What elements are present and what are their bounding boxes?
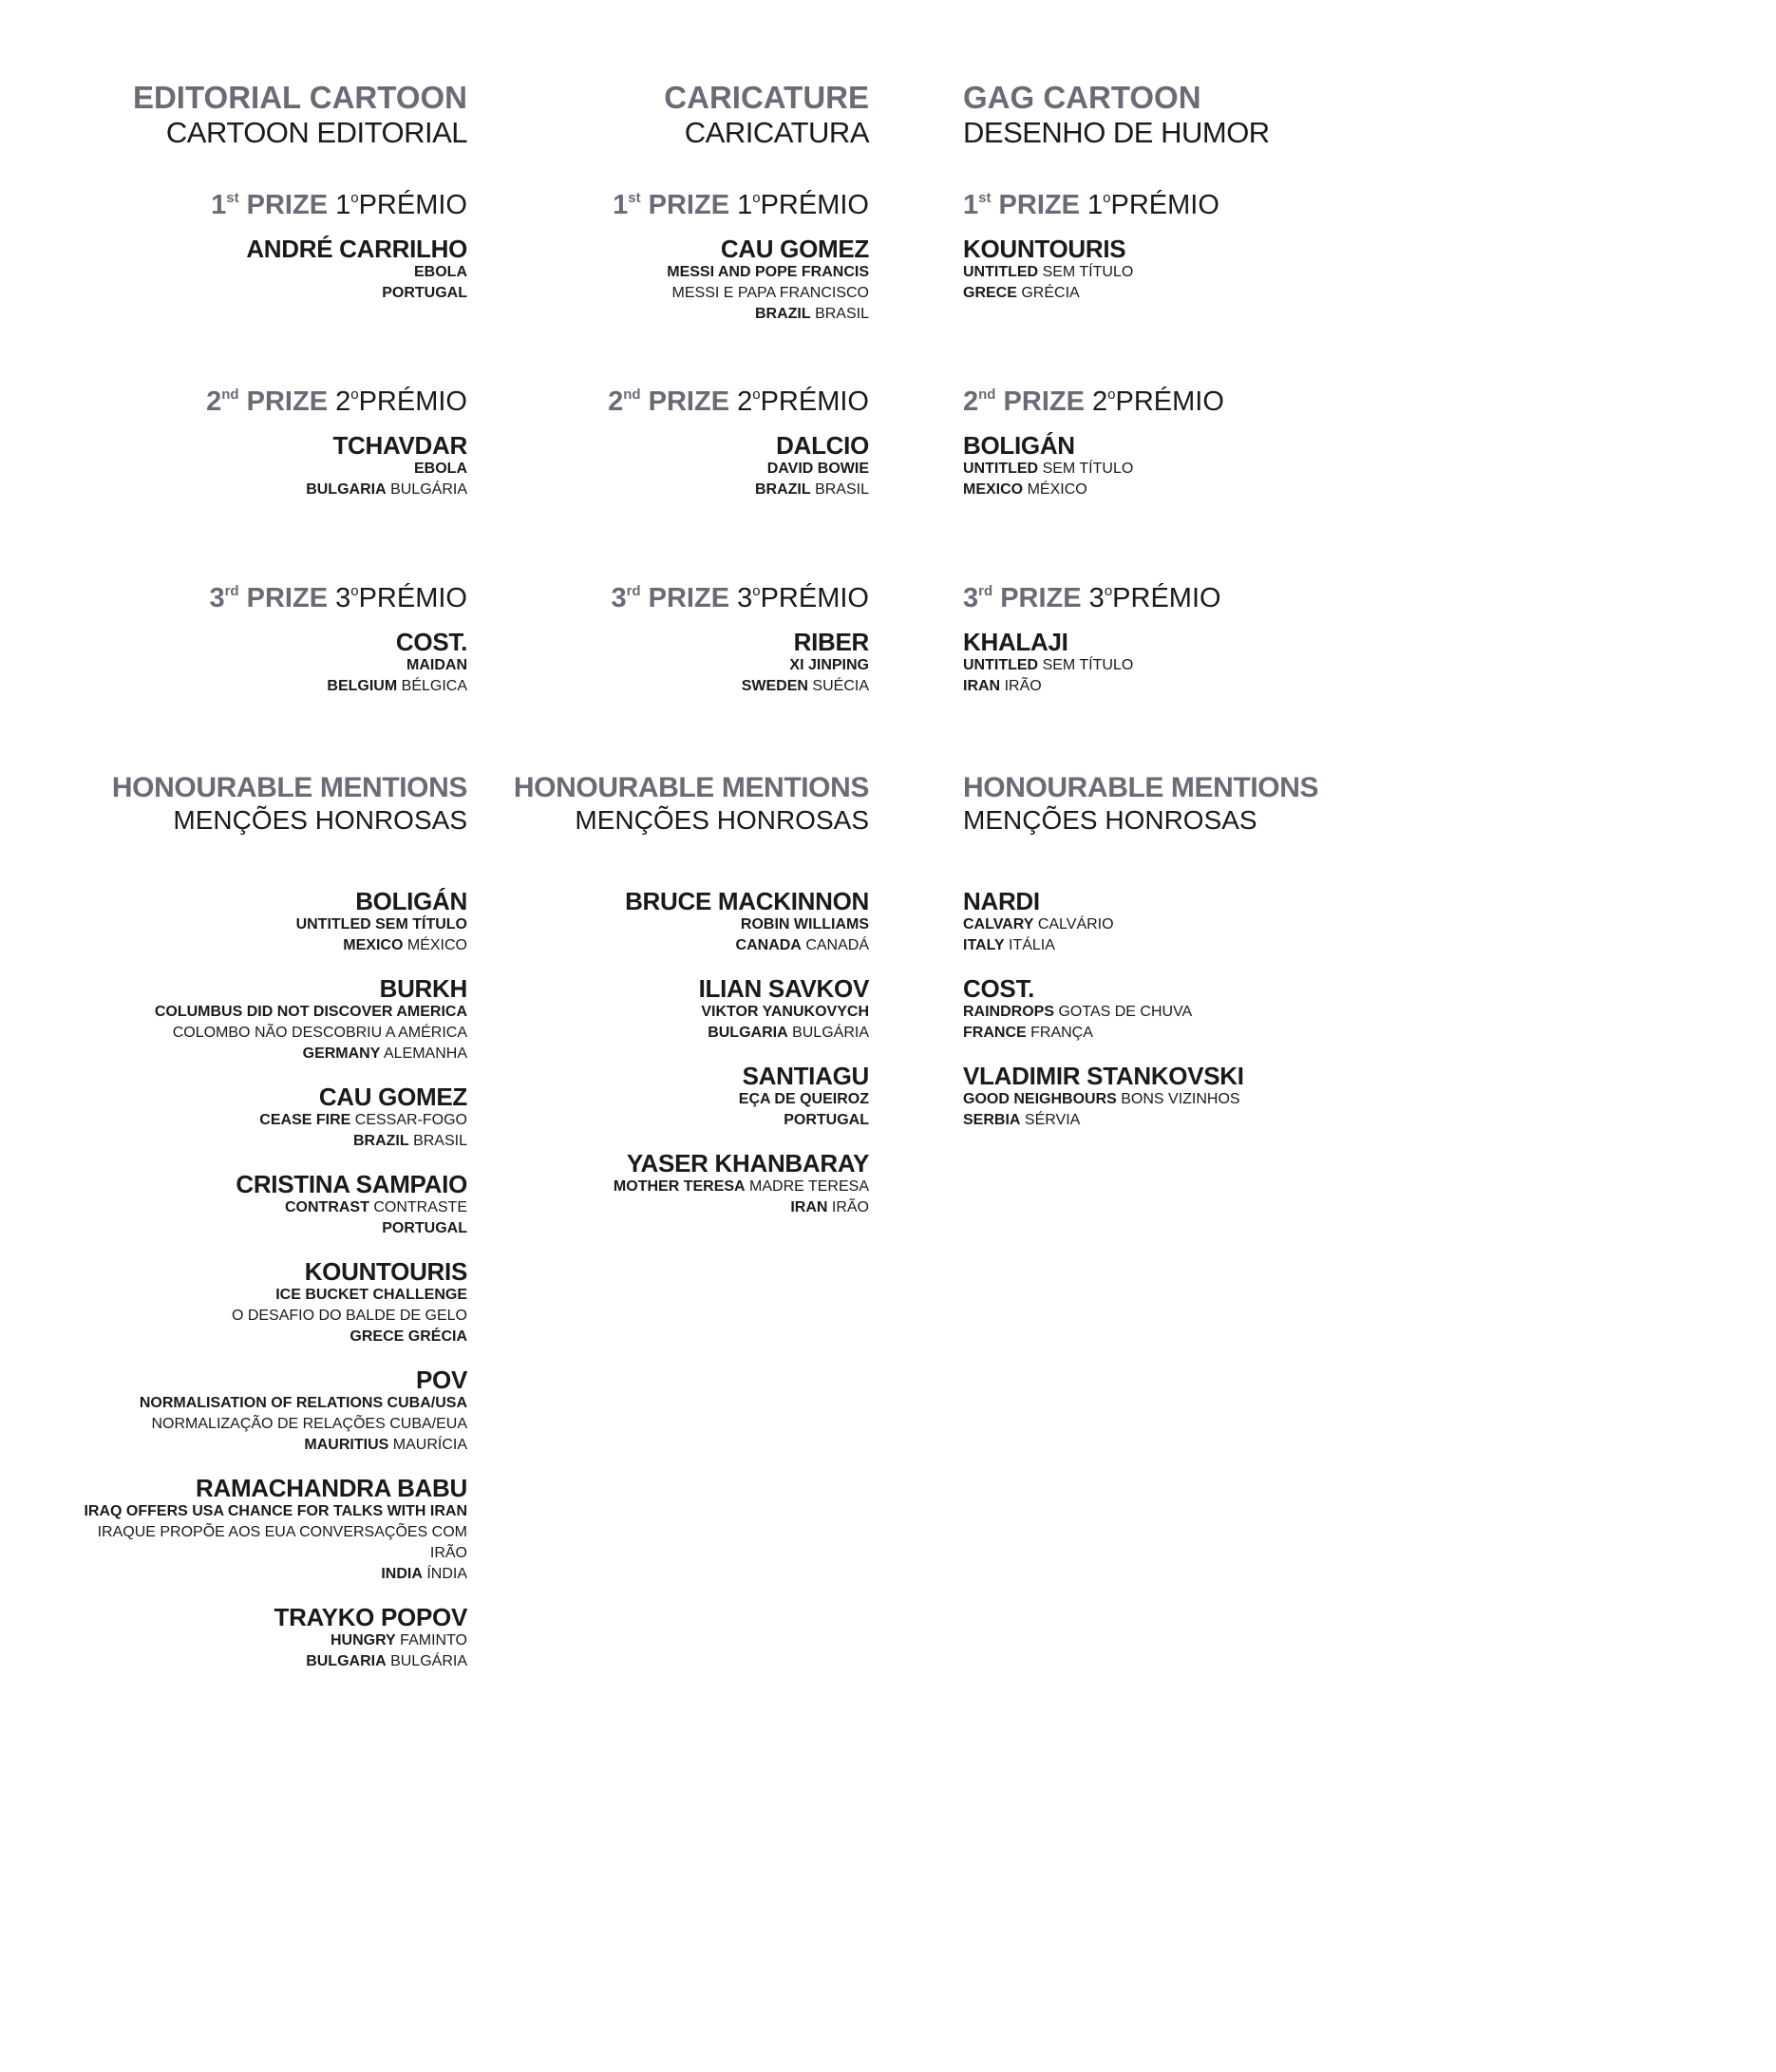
work-title xyxy=(963,914,1343,935)
country xyxy=(513,1197,869,1218)
country-pt: BULGÁRIA xyxy=(390,1653,467,1669)
country-pt: IRÃO xyxy=(831,1199,869,1215)
prize-block-2 xyxy=(57,379,467,575)
work-title-pt: BONS VIZINHOS xyxy=(1121,1091,1240,1107)
work-title-en: GOOD NEIGHBOURS xyxy=(963,1091,1117,1107)
prize-label-en: PRIZE xyxy=(246,386,329,417)
prize-label-en: PRIZE xyxy=(246,583,329,613)
country xyxy=(57,676,467,697)
prize-block-1 xyxy=(513,182,869,379)
country xyxy=(963,1023,1343,1044)
work-title-en: NORMALISATION OF RELATIONS CUBA/USA xyxy=(139,1395,467,1411)
prize-label-en: PRIZE xyxy=(246,190,329,220)
prize-block-1 xyxy=(963,182,1343,379)
country-en: MAURITIUS xyxy=(304,1437,389,1453)
mention-entry xyxy=(57,1083,467,1152)
mention-entry xyxy=(963,888,1343,956)
artist-name: KHALAJI xyxy=(963,628,1068,656)
prize-label-pt: PRÉMIO xyxy=(358,583,467,613)
prize-label-en: PRIZE xyxy=(648,386,730,417)
country-en: BRAZIL xyxy=(754,481,811,498)
artist-name: BURKH xyxy=(379,974,467,1003)
prize-number-pt: 2 xyxy=(1092,386,1108,417)
country-en: PORTUGAL xyxy=(382,285,467,301)
country-pt: ALEMANHA xyxy=(383,1045,467,1062)
artist-name: CAU GOMEZ xyxy=(720,235,869,263)
honourable-mentions-pt: MENÇÕES HONROSAS xyxy=(963,805,1257,835)
country-en: PORTUGAL xyxy=(382,1220,467,1236)
work-title-en: EÇA DE QUEIROZ xyxy=(738,1091,869,1107)
mention-entry xyxy=(513,1150,869,1218)
artist-name: TRAYKO POPOV xyxy=(274,1603,467,1631)
country-en: BRAZIL xyxy=(754,306,811,322)
country xyxy=(57,283,467,304)
prize-number-pt: 2 xyxy=(335,386,351,417)
prize-ordinal: st xyxy=(628,190,641,206)
prize-ordinal: nd xyxy=(221,386,239,403)
work-title xyxy=(57,1197,467,1218)
prize-number: 2 xyxy=(608,386,624,417)
winner-entry xyxy=(57,235,467,304)
prize-ordinal: nd xyxy=(978,386,996,403)
work-title-en: RAINDROPS xyxy=(963,1004,1055,1020)
mention-entry xyxy=(57,1258,467,1347)
country-en: MEXICO xyxy=(343,937,404,953)
mention-entry xyxy=(963,975,1343,1044)
prize-number: 3 xyxy=(209,583,225,613)
prize-number-pt: 3 xyxy=(335,583,351,613)
artist-name: TCHAVDAR xyxy=(332,431,467,460)
category-heading xyxy=(513,80,869,182)
work-title-en: HUNGRY xyxy=(330,1632,396,1648)
work-title xyxy=(57,655,467,676)
artist-name: POV xyxy=(415,1366,467,1394)
work-title xyxy=(57,914,467,935)
work-title-pt: CESSAR-FOGO xyxy=(354,1112,467,1128)
work-title-pt: COLOMBO NÃO DESCOBRIU A AMÉRICA xyxy=(172,1025,467,1041)
mention-entry xyxy=(57,1171,467,1239)
work-title xyxy=(963,262,1343,283)
winner-entry xyxy=(963,629,1343,697)
prize-label-pt: PRÉMIO xyxy=(760,386,869,417)
category-title-pt: CARICATURA xyxy=(684,116,869,149)
country-pt: MÉXICO xyxy=(406,937,467,953)
work-title-en: ICE BUCKET CHALLENGE xyxy=(275,1287,467,1303)
prize-ordinal-pt: o xyxy=(752,583,761,599)
prize-label-en: PRIZE xyxy=(1003,386,1085,417)
country-pt: IRÃO xyxy=(1004,678,1042,694)
work-title-pt: O DESAFIO DO BALDE DE GELO xyxy=(231,1308,467,1324)
work-title-en: EBOLA xyxy=(414,264,467,280)
prize-ordinal-pt: o xyxy=(1107,386,1116,403)
prize-ordinal: st xyxy=(226,190,239,206)
country xyxy=(513,1110,869,1131)
country xyxy=(513,1023,869,1044)
country-pt: BULGÁRIA xyxy=(390,481,467,498)
prize-ordinal-pt: o xyxy=(350,386,359,403)
work-title-pt: MESSI E PAPA FRANCISCO xyxy=(671,285,869,301)
prize-label-pt: PRÉMIO xyxy=(358,386,467,417)
mention-entry xyxy=(513,888,869,956)
work-title xyxy=(57,459,467,480)
artist-name: SANTIAGU xyxy=(742,1062,869,1090)
prize-number-pt: 2 xyxy=(737,386,753,417)
mention-entry xyxy=(963,1063,1343,1131)
artist-name: VLADIMIR STANKOVSKI xyxy=(963,1062,1244,1090)
work-title-pt-line xyxy=(57,1306,467,1327)
mention-entry xyxy=(57,1604,467,1672)
country xyxy=(513,304,869,325)
column-editorial-cartoon xyxy=(57,80,467,1691)
winner-entry xyxy=(513,432,869,500)
prize-label-pt: PRÉMIO xyxy=(760,583,869,613)
prize-heading xyxy=(513,575,869,613)
country xyxy=(57,1651,467,1672)
country-en: IRAN xyxy=(963,678,1001,694)
country-en: CANADA xyxy=(735,937,802,953)
honourable-mentions-heading xyxy=(57,772,467,888)
artist-name: COST. xyxy=(395,628,467,656)
prize-block-3 xyxy=(513,575,869,772)
category-title-pt: DESENHO DE HUMOR xyxy=(963,116,1270,149)
prize-block-3 xyxy=(963,575,1343,772)
work-title xyxy=(513,1177,869,1197)
country xyxy=(57,1327,467,1347)
country xyxy=(57,1131,467,1152)
country-pt: BRASIL xyxy=(815,306,869,322)
country-pt: GRÉCIA xyxy=(1021,285,1080,301)
prize-number: 3 xyxy=(611,583,627,613)
country xyxy=(963,480,1343,500)
work-title-en: UNTITLED SEM TÍTULO xyxy=(295,916,467,932)
artist-name: BOLIGÁN xyxy=(963,431,1075,460)
prize-heading xyxy=(963,182,1343,220)
prize-heading xyxy=(57,182,467,220)
work-title-en: CALVARY xyxy=(963,916,1034,932)
work-title-en: COLUMBUS DID NOT DISCOVER AMERICA xyxy=(154,1004,467,1020)
prize-heading xyxy=(513,379,869,417)
prize-block-2 xyxy=(513,379,869,575)
country xyxy=(963,1110,1343,1131)
category-title-en: EDITORIAL CARTOON xyxy=(132,80,467,115)
artist-name: RIBER xyxy=(793,628,869,656)
artist-name: KOUNTOURIS xyxy=(963,235,1126,263)
prize-label-en: PRIZE xyxy=(998,190,1080,220)
country-en: PORTUGAL xyxy=(784,1112,869,1128)
mention-entry xyxy=(57,1475,467,1585)
country-en: BELGIUM xyxy=(327,678,398,694)
prize-ordinal: rd xyxy=(626,583,641,599)
work-title-en: DAVID BOWIE xyxy=(766,461,869,477)
work-title-en: ROBIN WILLIAMS xyxy=(740,916,869,932)
work-title xyxy=(57,1285,467,1306)
country xyxy=(513,480,869,500)
prize-ordinal-pt: o xyxy=(350,583,359,599)
work-title-pt: SEM TÍTULO xyxy=(1042,461,1134,477)
prize-number: 2 xyxy=(206,386,222,417)
artist-name: BOLIGÁN xyxy=(355,887,467,915)
prize-label-en: PRIZE xyxy=(648,583,730,613)
prize-heading xyxy=(57,575,467,613)
work-title-en: CONTRAST xyxy=(284,1199,369,1215)
artist-name: ILIAN SAVKOV xyxy=(698,974,869,1003)
work-title-pt: GOTAS DE CHUVA xyxy=(1058,1004,1193,1020)
category-title-pt: CARTOON EDITORIAL xyxy=(165,116,467,149)
winner-entry xyxy=(57,629,467,697)
country-pt: SUÉCIA xyxy=(812,678,869,694)
artist-name: BRUCE MACKINNON xyxy=(625,887,869,915)
mention-entry xyxy=(57,888,467,956)
country-pt: ITÁLIA xyxy=(1009,937,1055,953)
country-en: ITALY xyxy=(963,937,1005,953)
mention-entry xyxy=(513,1063,869,1131)
prize-label-pt: PRÉMIO xyxy=(1110,190,1219,220)
country xyxy=(57,1435,467,1456)
prize-number-pt: 1 xyxy=(1087,190,1104,220)
country-en: BRAZIL xyxy=(352,1133,409,1149)
prize-block-3 xyxy=(57,575,467,772)
work-title-pt: CONTRASTE xyxy=(373,1199,467,1215)
winner-entry xyxy=(963,432,1343,500)
winner-entry xyxy=(513,629,869,697)
honourable-mentions-heading xyxy=(513,772,869,888)
work-title xyxy=(963,1002,1343,1023)
prize-heading xyxy=(963,379,1343,417)
prize-ordinal-pt: o xyxy=(752,190,761,206)
prize-number: 1 xyxy=(963,190,979,220)
artist-name: YASER KHANBARAY xyxy=(626,1149,869,1177)
prize-label-en: PRIZE xyxy=(648,190,730,220)
country-en: SERBIA xyxy=(963,1112,1021,1128)
work-title-en: XI JINPING xyxy=(789,657,869,673)
work-title xyxy=(963,1089,1343,1110)
work-title xyxy=(57,1501,467,1522)
work-title-pt-line xyxy=(57,1414,467,1435)
work-title-en: UNTITLED xyxy=(963,461,1039,477)
country xyxy=(57,480,467,500)
work-title xyxy=(513,655,869,676)
prize-number: 1 xyxy=(613,190,629,220)
work-title xyxy=(57,1002,467,1023)
work-title-pt: SEM TÍTULO xyxy=(1042,657,1134,673)
prize-ordinal: rd xyxy=(224,583,239,599)
work-title xyxy=(57,1393,467,1414)
country-pt: BRASIL xyxy=(413,1133,467,1149)
country-en: BULGARIA xyxy=(306,1653,387,1669)
work-title xyxy=(513,914,869,935)
country-en: BULGARIA xyxy=(708,1025,788,1041)
work-title-en: VIKTOR YANUKOVYCH xyxy=(701,1004,869,1020)
prize-ordinal: rd xyxy=(978,583,993,599)
work-title-en: UNTITLED xyxy=(963,657,1039,673)
prize-label-en: PRIZE xyxy=(1000,583,1082,613)
prize-number-pt: 1 xyxy=(737,190,753,220)
work-title xyxy=(513,262,869,283)
work-title xyxy=(57,1110,467,1131)
prize-ordinal-pt: o xyxy=(752,386,761,403)
work-title xyxy=(513,1089,869,1110)
country xyxy=(57,935,467,956)
prize-number: 1 xyxy=(211,190,227,220)
prize-heading xyxy=(57,379,467,417)
column-caricature xyxy=(513,80,869,1237)
honourable-mentions-pt: MENÇÕES HONROSAS xyxy=(173,805,467,835)
work-title-pt: NORMALIZAÇÃO DE RELAÇÕES CUBA/EUA xyxy=(151,1416,467,1432)
artist-name: DALCIO xyxy=(776,431,869,460)
work-title-pt-line xyxy=(57,1023,467,1044)
country-en: MEXICO xyxy=(963,481,1024,498)
country xyxy=(513,935,869,956)
honourable-mentions-en: HONOURABLE MENTIONS xyxy=(963,772,1319,803)
country-en: BULGARIA xyxy=(306,481,387,498)
winner-entry xyxy=(57,432,467,500)
work-title xyxy=(57,1630,467,1651)
country-pt: CANADÁ xyxy=(805,937,869,953)
category-heading xyxy=(963,80,1343,182)
work-title-en: MAIDAN xyxy=(406,657,467,673)
prize-ordinal: nd xyxy=(623,386,641,403)
country-pt: MAURÍCIA xyxy=(392,1437,467,1453)
country-en: GRECE GRÉCIA xyxy=(350,1328,467,1345)
country-pt: BULGÁRIA xyxy=(792,1025,869,1041)
honourable-mentions-pt: MENÇÕES HONROSAS xyxy=(575,805,869,835)
country-pt: FRANÇA xyxy=(1030,1025,1093,1041)
country xyxy=(57,1044,467,1064)
prize-number: 3 xyxy=(963,583,979,613)
work-title-en: UNTITLED xyxy=(963,264,1039,280)
country-pt: ÍNDIA xyxy=(426,1566,467,1582)
artist-name: KOUNTOURIS xyxy=(304,1257,467,1286)
prize-block-2 xyxy=(963,379,1343,575)
work-title-en: MESSI AND POPE FRANCIS xyxy=(667,264,869,280)
work-title-pt: FAMINTO xyxy=(400,1632,467,1648)
work-title-pt: IRAQUE PROPÕE AOS EUA CONVERSAÇÕES COM IRÃO xyxy=(97,1524,467,1561)
prize-number-pt: 1 xyxy=(335,190,351,220)
prize-ordinal-pt: o xyxy=(1104,583,1113,599)
work-title-pt-line xyxy=(513,283,869,304)
work-title xyxy=(57,262,467,283)
honourable-mentions-en: HONOURABLE MENTIONS xyxy=(513,772,869,803)
country-en: INDIA xyxy=(381,1566,423,1582)
prize-ordinal: st xyxy=(978,190,992,206)
prize-ordinal-pt: o xyxy=(1103,190,1111,206)
country-pt: BRASIL xyxy=(815,481,869,498)
category-heading xyxy=(57,80,467,182)
work-title-en: CEASE FIRE xyxy=(259,1112,351,1128)
prize-number-pt: 3 xyxy=(737,583,753,613)
honourable-mentions-en: HONOURABLE MENTIONS xyxy=(111,772,467,803)
category-title-en: CARICATURE xyxy=(664,80,869,115)
work-title xyxy=(513,459,869,480)
column-gag-cartoon xyxy=(963,80,1343,1150)
prize-label-pt: PRÉMIO xyxy=(1112,583,1221,613)
artist-name: CRISTINA SAMPAIO xyxy=(236,1170,467,1198)
country-en: IRAN xyxy=(790,1199,828,1215)
prize-number: 2 xyxy=(963,386,979,417)
prize-number-pt: 3 xyxy=(1088,583,1105,613)
work-title-pt: SEM TÍTULO xyxy=(1042,264,1134,280)
country-pt: MÉXICO xyxy=(1027,481,1087,498)
artist-name: COST. xyxy=(963,974,1035,1003)
country-en: SWEDEN xyxy=(741,678,808,694)
honourable-mentions-heading xyxy=(963,772,1343,888)
country xyxy=(57,1218,467,1239)
country xyxy=(963,283,1343,304)
category-title-en: GAG CARTOON xyxy=(963,80,1201,115)
prize-block-1 xyxy=(57,182,467,379)
country-en: GRECE xyxy=(963,285,1017,301)
country-pt: SÉRVIA xyxy=(1024,1112,1081,1128)
prize-ordinal-pt: o xyxy=(350,190,359,206)
prize-heading xyxy=(963,575,1343,613)
country xyxy=(963,676,1343,697)
mention-entry xyxy=(57,1366,467,1456)
work-title xyxy=(513,1002,869,1023)
work-title xyxy=(963,459,1343,480)
prize-label-pt: PRÉMIO xyxy=(1115,386,1224,417)
work-title-en: EBOLA xyxy=(414,461,467,477)
winner-entry xyxy=(963,235,1343,304)
work-title xyxy=(963,655,1343,676)
mention-entry xyxy=(57,975,467,1064)
artist-name: NARDI xyxy=(963,887,1040,915)
work-title-pt: CALVÁRIO xyxy=(1037,916,1114,932)
prize-heading xyxy=(513,182,869,220)
work-title-en: IRAQ OFFERS USA CHANCE FOR TALKS WITH IRAN xyxy=(84,1503,467,1519)
mention-entry xyxy=(513,975,869,1044)
country-en: GERMANY xyxy=(302,1045,381,1062)
work-title-en: MOTHER TERESA xyxy=(613,1178,746,1195)
country xyxy=(513,676,869,697)
artist-name: RAMACHANDRA BABU xyxy=(196,1474,467,1502)
prize-label-pt: PRÉMIO xyxy=(358,190,467,220)
winner-entry xyxy=(513,235,869,325)
country-en: FRANCE xyxy=(963,1025,1027,1041)
country-pt: BÉLGICA xyxy=(401,678,467,694)
country xyxy=(963,935,1343,956)
prize-label-pt: PRÉMIO xyxy=(760,190,869,220)
artist-name: CAU GOMEZ xyxy=(318,1083,467,1111)
work-title-pt-line xyxy=(57,1522,467,1564)
country xyxy=(57,1564,467,1585)
work-title-pt: MADRE TERESA xyxy=(749,1178,869,1195)
artist-name: ANDRÉ CARRILHO xyxy=(246,235,467,263)
